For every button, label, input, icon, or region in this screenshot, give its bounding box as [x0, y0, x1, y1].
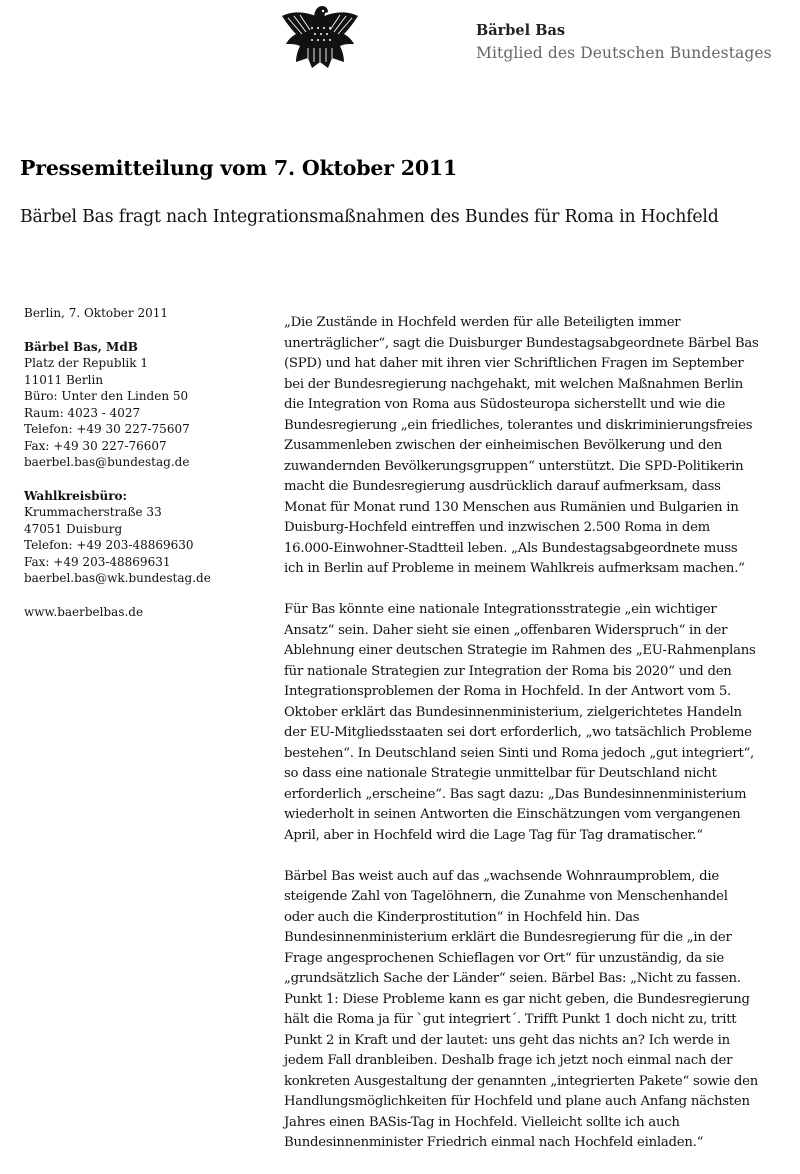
- text-line: konkreten Ausgestaltung der genannten „integrierten Pakete“ sowie den: [284, 1073, 759, 1089]
- text-line: Punkt 2 in Kraft und der lautet: uns geht das nichts an? Ich werde in: [284, 1032, 730, 1048]
- text-line: wiederholt in seinen Antworten die Einschätzungen vom vergangenen: [284, 807, 741, 822]
- text-line: Bärbel Bas weist auch auf das „wachsende Wohnraumproblem, die: [284, 868, 719, 884]
- constituency-address-city: 47051 Duisburg: [24, 521, 123, 536]
- text-line: 16.000-Einwohner-Stadtteil leben. „Als Bundestagsabgeordnete muss: [284, 540, 738, 556]
- constituency-office-heading: Wahlkreisbüro:: [24, 488, 127, 503]
- text-line: die Integration von Roma aus Südosteuropa sicherstellt und wie die: [284, 397, 726, 412]
- text-line: erforderlich „erscheine“. Bas sagt dazu: „Das Bundesinnenministerium: [284, 786, 747, 802]
- bundesadler-eagle-icon: [278, 4, 362, 72]
- berlin-office-location: Büro: Unter den Linden 50: [24, 389, 189, 403]
- berlin-email-link[interactable]: baerbel.bas@bundestag.de: [24, 455, 190, 469]
- berlin-office-room: Raum: 4023 - 4027: [24, 405, 141, 420]
- text-line: so dass eine nationale Strategie unmittelbar für Deutschland nicht: [284, 766, 717, 781]
- text-line: „Die Zustände in Hochfeld werden für alle Beteiligten immer: [284, 315, 681, 330]
- text-line: Zusammenleben zwischen der einheimischen Bevölkerung und den: [284, 438, 723, 453]
- body-paragraph-1: [284, 313, 796, 580]
- text-line: Integrationsproblemen der Roma in Hochfeld. In der Antwort vom 5.: [284, 684, 731, 699]
- text-line: „grundsätzlich Sache der Länder“ seien. Bärbel Bas: „Nicht zu fassen.: [284, 971, 741, 986]
- text-line: Bundesinnenminister Friedrich einmal nach Hochfeld einladen.“: [284, 1135, 704, 1150]
- text-line: für nationale Strategien zur Integration der Roma bis 2020“ und den: [284, 663, 732, 679]
- berlin-phone: Telefon: +49 30 227-75607: [24, 422, 190, 436]
- website-link[interactable]: www.baerbelbas.de: [24, 604, 144, 619]
- press-release-subtitle: Bärbel Bas fragt nach Integrationsmaßnahmen des Bundes für Roma in Hochfeld: [20, 207, 719, 227]
- text-line: (SPD) und hat daher mit ihren vier Schriftlichen Fragen im September: [284, 356, 744, 371]
- dateline: Berlin, 7. Oktober 2011: [24, 306, 168, 320]
- text-line: hält die Roma ja für `gut integriert´. Trifft Punkt 1 doch nicht zu, tritt: [284, 1012, 737, 1027]
- text-line: Bundesinnenministerium erklärt die Bundesregierung für die „in der: [284, 930, 732, 945]
- constituency-fax: Fax: +49 203-48869631: [24, 554, 171, 569]
- text-line: unerträglicher“, sagt die Duisburger Bundestagsabgeordnete Bärbel Bas: [284, 335, 759, 351]
- text-line: Punkt 1: Diese Probleme kann es gar nicht geben, die Bundesregierung: [284, 991, 750, 1007]
- body-paragraph-3: [284, 867, 796, 1154]
- text-line: macht die Bundesregierung ausdrücklich darauf aufmerksam, dass: [284, 479, 721, 494]
- berlin-address-city: 11011 Berlin: [24, 372, 104, 387]
- text-line: Handlungsmöglichkeiten für Hochfeld und plane auch Anfang nächsten: [284, 1094, 750, 1109]
- member-role: Mitglied des Deutschen Bundestages: [476, 44, 772, 62]
- text-line: jedem Fall dranbleiben. Deshalb frage ich jetzt noch einmal nach der: [284, 1053, 733, 1068]
- body-paragraph-2: [284, 600, 796, 846]
- text-line: Monat für Monat rund 130 Menschen aus Rumänien und Bulgarien in: [284, 499, 739, 515]
- text-line: Frage angesprochenen Schieflagen vor Ort“ für unzuständig, da sie: [284, 950, 724, 966]
- berlin-address-street: Platz der Republik 1: [24, 356, 148, 370]
- text-line: oder auch die Kinderprostitution“ in Hochfeld hin. Das: [284, 909, 640, 925]
- text-line: steigende Zahl von Tagelöhnern, die Zunahme von Menschenhandel: [284, 889, 728, 904]
- berlin-office-heading: Bärbel Bas, MdB: [24, 339, 138, 354]
- text-line: ich in Berlin auf Probleme in meinem Wahlkreis aufmerksam machen.“: [284, 561, 745, 576]
- constituency-phone: Telefon: +49 203-48869630: [24, 538, 194, 552]
- text-line: Ansatz“ sein. Daher sieht sie einen „offenbaren Widerspruch“ in der: [284, 622, 728, 638]
- member-name: Bärbel Bas: [476, 22, 566, 39]
- text-line: Jahres einen BASis-Tag in Hochfeld. Vielleicht sollte ich auch: [284, 1114, 680, 1130]
- text-line: Bundesregierung „ein friedliches, tolerantes und diskriminierungsfreies: [284, 417, 753, 433]
- text-line: Für Bas könnte eine nationale Integrationsstrategie „ein wichtiger: [284, 602, 717, 617]
- text-line: zuwandernden Bevölkerungsgruppen“ unterstützt. Die SPD-Politikerin: [284, 458, 744, 474]
- constituency-email-link[interactable]: baerbel.bas@wk.bundestag.de: [24, 571, 211, 585]
- press-release-title: Pressemitteilung vom 7. Oktober 2011: [20, 156, 458, 180]
- text-line: bestehen“. In Deutschland seien Sinti und Roma jedoch „gut integriert“,: [284, 745, 755, 761]
- press-release-body: [284, 313, 796, 1174]
- text-line: Oktober erklärt das Bundesinnenministerium, zielgerichtetes Handeln: [284, 704, 742, 720]
- text-line: der EU-Mitgliedsstaaten sei dort erforderlich, „wo tatsächlich Probleme: [284, 725, 752, 740]
- text-line: bei der Bundesregierung nachgehakt, mit welchen Maßnahmen Berlin: [284, 376, 743, 392]
- text-line: Ablehnung einer deutschen Strategie im Rahmen des „EU-Rahmenplans: [284, 643, 756, 658]
- text-line: Duisburg-Hochfeld eintreffen und inzwischen 2.500 Roma in dem: [284, 520, 710, 535]
- contact-sidebar: [24, 305, 264, 620]
- text-line: April, aber in Hochfeld wird die Lage Tag für Tag dramatischer.“: [284, 827, 703, 843]
- berlin-fax: Fax: +49 30 227-76607: [24, 438, 167, 453]
- constituency-address-street: Krummacherstraße 33: [24, 505, 162, 519]
